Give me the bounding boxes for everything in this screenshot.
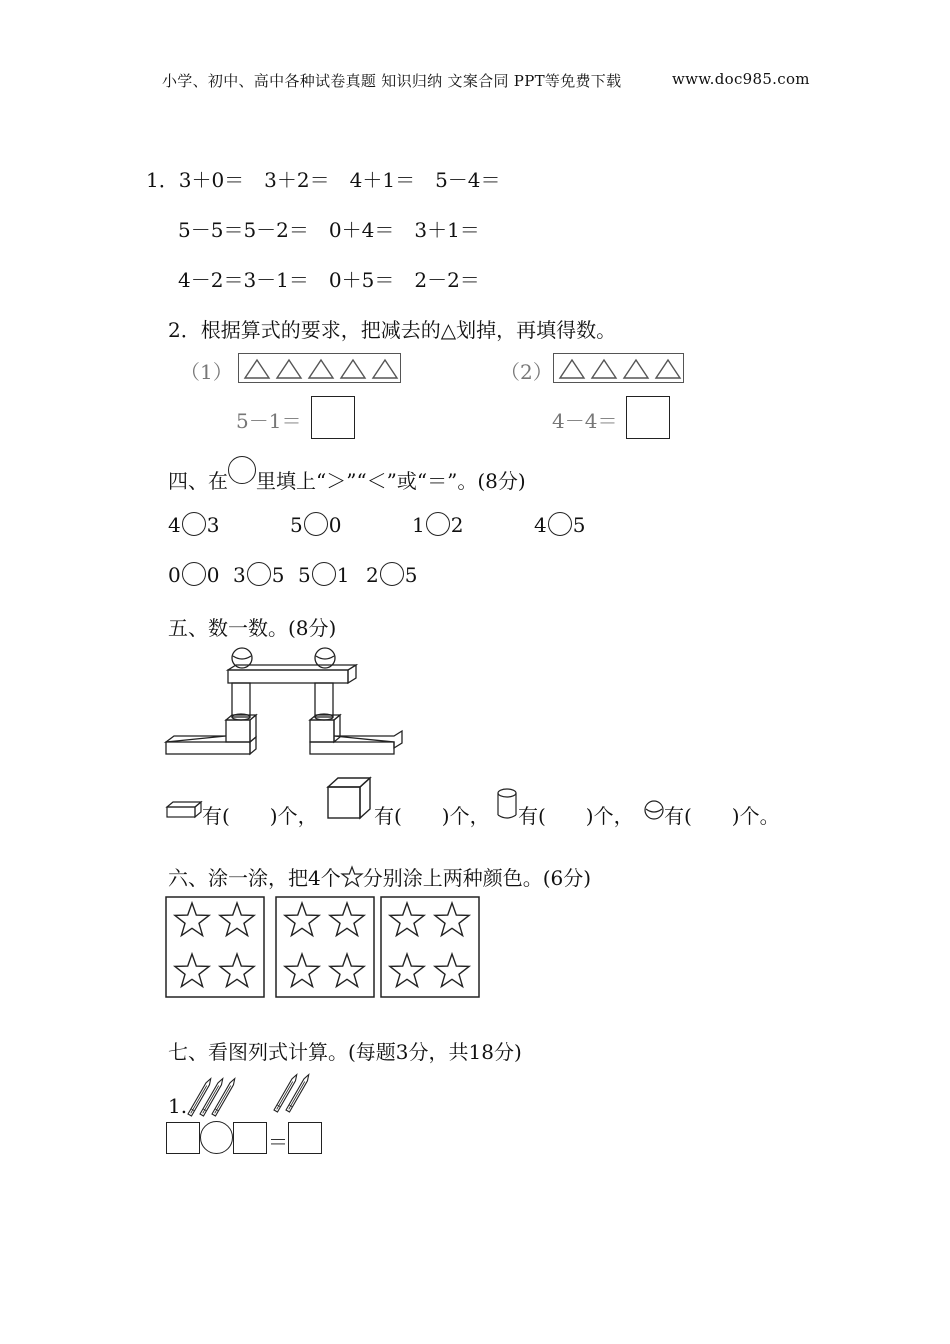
arith-line-3: 4－2＝3－1＝ 0＋5＝ 2－2＝ (178, 268, 480, 292)
star-icon[interactable] (220, 954, 254, 987)
part1-label: （1） (180, 360, 233, 384)
section4-title-post: 里填上“＞”“＜”或“＝”。(8分) (256, 469, 526, 493)
compare-row-2-item-2: 3 5 (233, 563, 285, 587)
star-icon[interactable] (175, 954, 209, 987)
section4-title-pre: 四、在 (168, 469, 228, 493)
triangle-icon[interactable] (560, 360, 584, 378)
star-box-2 (276, 897, 374, 997)
compare-row-2-item-4: 2 5 (366, 563, 418, 587)
star-icon (341, 866, 363, 888)
circle-icon (228, 456, 256, 484)
equation-box-1[interactable] (166, 1122, 200, 1154)
star-icon[interactable] (435, 903, 469, 936)
item-1-label: 1. (168, 1094, 188, 1118)
pencil-icon (274, 1074, 298, 1112)
section7-title: 七、看图列式计算。(每题3分，共18分) (168, 1040, 522, 1064)
part2-equation: 4－4＝ (552, 409, 618, 433)
compare-circle[interactable] (312, 562, 336, 586)
equation-box-result[interactable] (288, 1122, 322, 1154)
pencil-group-3 (188, 1078, 236, 1116)
header-url: www.doc985.com (672, 70, 810, 88)
arith-line-2: 5－5＝5－2＝ 0＋4＝ 3＋1＝ (178, 218, 480, 242)
part1-equation: 5－1＝ (236, 409, 302, 433)
compare-row-1-item-4: 4 5 (534, 513, 586, 537)
pencils-figure (180, 1068, 320, 1118)
equation-operator-circle[interactable] (200, 1121, 233, 1154)
pencil-icon (200, 1078, 224, 1116)
section6-title-pre: 六、涂一涂，把4个 (168, 866, 341, 890)
star-boxes (165, 896, 485, 1000)
triangle-icon[interactable] (592, 360, 616, 378)
equals-sign: ＝ (268, 1130, 288, 1154)
compare-row-1-item-3: 1 2 (412, 513, 464, 537)
compare-row-2-item-1: 0 0 (168, 563, 220, 587)
triangle-icon[interactable] (309, 360, 333, 378)
star-box-1-stars (175, 903, 254, 987)
star-icon[interactable] (390, 903, 424, 936)
cuboid-icon (166, 801, 202, 819)
compare-circle[interactable] (548, 512, 572, 536)
sphere-icon (643, 799, 665, 821)
compare-circle[interactable] (182, 512, 206, 536)
star-icon[interactable] (330, 954, 364, 987)
part1-answer-box[interactable] (311, 396, 355, 439)
triangle-icon[interactable] (624, 360, 648, 378)
section6-title (168, 862, 591, 891)
cube-icon (327, 777, 373, 819)
star-icon[interactable] (330, 903, 364, 936)
compare-circle[interactable] (426, 512, 450, 536)
part2-triangle-box (553, 353, 684, 383)
compare-row-1-item-2: 5 0 (290, 513, 342, 537)
building-blocks-figure (160, 642, 410, 762)
triangle-icon[interactable] (373, 360, 397, 378)
count-cylinder: 有( )个， (518, 804, 634, 828)
part2-triangles (554, 354, 685, 384)
triangle-icon[interactable] (341, 360, 365, 378)
pencil-icon (212, 1078, 236, 1116)
count-sphere: 有( )个。 (664, 804, 780, 828)
compare-row-1-item-1: 4 3 (168, 513, 220, 537)
compare-row-2-item-3: 5 1 (298, 563, 350, 587)
cylinder-icon (497, 788, 519, 820)
part2-label: （2） (500, 360, 553, 384)
triangle-icon[interactable] (277, 360, 301, 378)
equation-box-2[interactable] (233, 1122, 267, 1154)
section4-title (168, 462, 526, 494)
star-icon[interactable] (285, 954, 319, 987)
compare-circle[interactable] (247, 562, 271, 586)
star-icon[interactable] (220, 903, 254, 936)
compare-circle[interactable] (304, 512, 328, 536)
part1-triangles (239, 354, 402, 384)
pencil-group-2 (274, 1074, 310, 1112)
header-banner-text: 小学、初中、高中各种试卷真题 知识归纳 文案合同 PPT等免费下载 (162, 72, 622, 90)
triangle-icon[interactable] (245, 360, 269, 378)
star-icon[interactable] (435, 954, 469, 987)
star-icon[interactable] (175, 903, 209, 936)
part1-triangle-box (238, 353, 401, 383)
count-cuboid: 有( )个， (202, 804, 318, 828)
section6-title-post: 分别涂上两种颜色。(6分) (362, 866, 592, 890)
compare-circle[interactable] (182, 562, 206, 586)
compare-circle[interactable] (380, 562, 404, 586)
star-box-3-stars (390, 903, 469, 987)
pencil-icon (286, 1074, 310, 1112)
star-box-3 (381, 897, 479, 997)
star-icon[interactable] (285, 903, 319, 936)
pencil-icon (188, 1078, 212, 1116)
section5-title: 五、数一数。(8分) (168, 616, 337, 640)
star-icon[interactable] (390, 954, 424, 987)
part2-answer-box[interactable] (626, 396, 670, 439)
star-box-1 (166, 897, 264, 997)
section2-instruction: 2．根据算式的要求，把减去的△划掉，再填得数。 (168, 318, 617, 342)
count-cube: 有( )个， (374, 804, 490, 828)
star-box-2-stars (285, 903, 364, 987)
arith-line-1: 1．3＋0＝ 3＋2＝ 4＋1＝ 5－4＝ (146, 168, 501, 192)
triangle-icon[interactable] (656, 360, 680, 378)
